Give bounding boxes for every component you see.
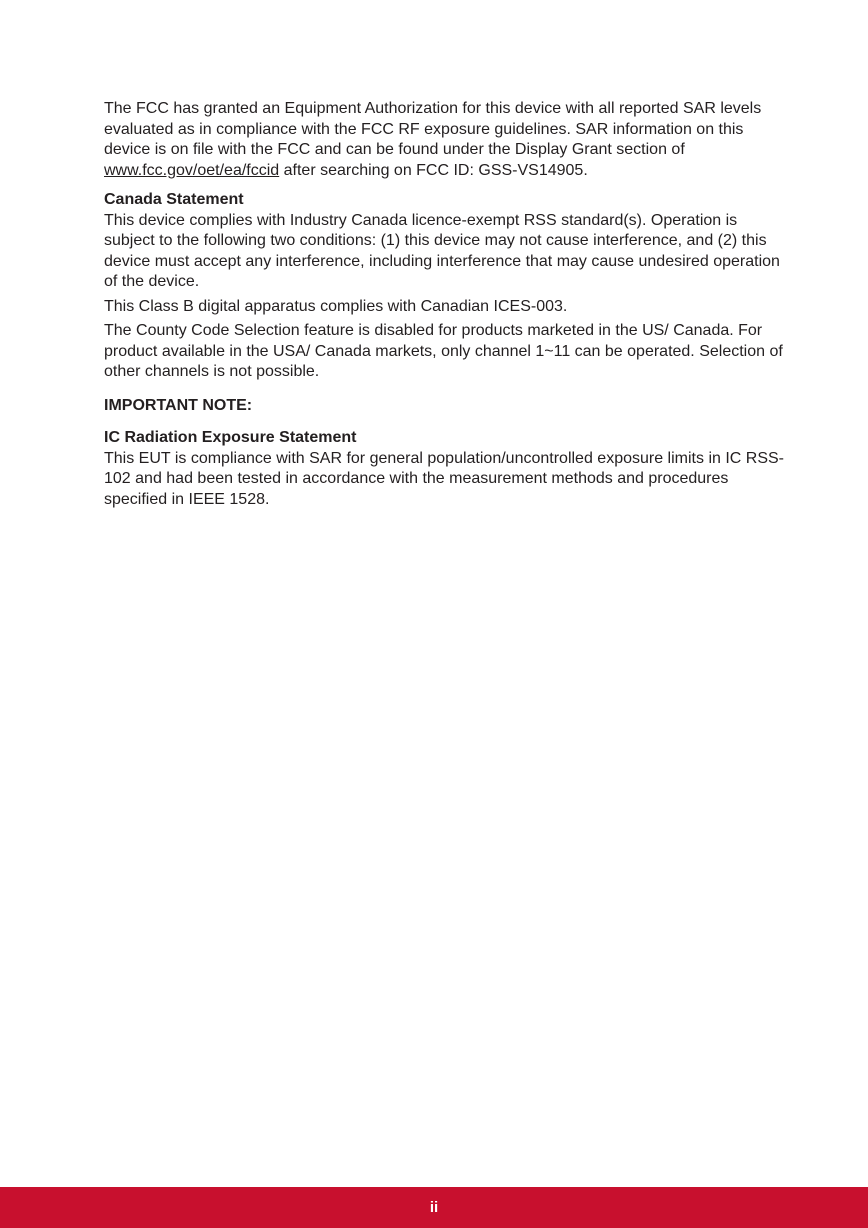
fcc-text-end: after searching on FCC ID: GSS-VS14905. [279,161,588,179]
canada-paragraph-3: The County Code Selection feature is disabled for products marketed in the US/ Canada. For product available in the USA/ Canada markets, only channel 1~11 can be operated. Selection of other channels is not possible. [104,322,783,380]
fcc-id-link[interactable]: www.fcc.gov/oet/ea/fccid [104,161,280,179]
canada-paragraph-2: This Class B digital apparatus complies with Canadian ICES-003. [104,297,568,315]
page-number: ii [429,1199,439,1216]
important-note-heading: IMPORTANT NOTE: [104,396,253,414]
ic-radiation-paragraph: This EUT is compliance with SAR for general population/uncontrolled exposure limits in IC RSS-102 and had been tested in accordance with the measurement methods and procedures specified in IEEE 1528. [104,449,785,508]
ic-radiation-heading: IC Radiation Exposure Statement [104,429,357,446]
document-body [104,99,784,510]
canada-statement-heading: Canada Statement [104,191,244,208]
canada-paragraph-1: This device complies with Industry Canada licence-exempt RSS standard(s). Operation is subject to the following two conditions: (1) this device may not cause interference, and (2) this device must accept any interference, including interference that may cause undesired operation of the device. [104,211,780,290]
fcc-text-start: The FCC has granted an Equipment Authorization for this device with all reported SAR levels evaluated as in compliance with the FCC RF exposure guidelines. SAR information on this device is on file with the FCC and can be found under the Display Grant section of [104,100,762,158]
page-footer-bar [0,1187,868,1228]
fcc-paragraph [104,99,784,181]
